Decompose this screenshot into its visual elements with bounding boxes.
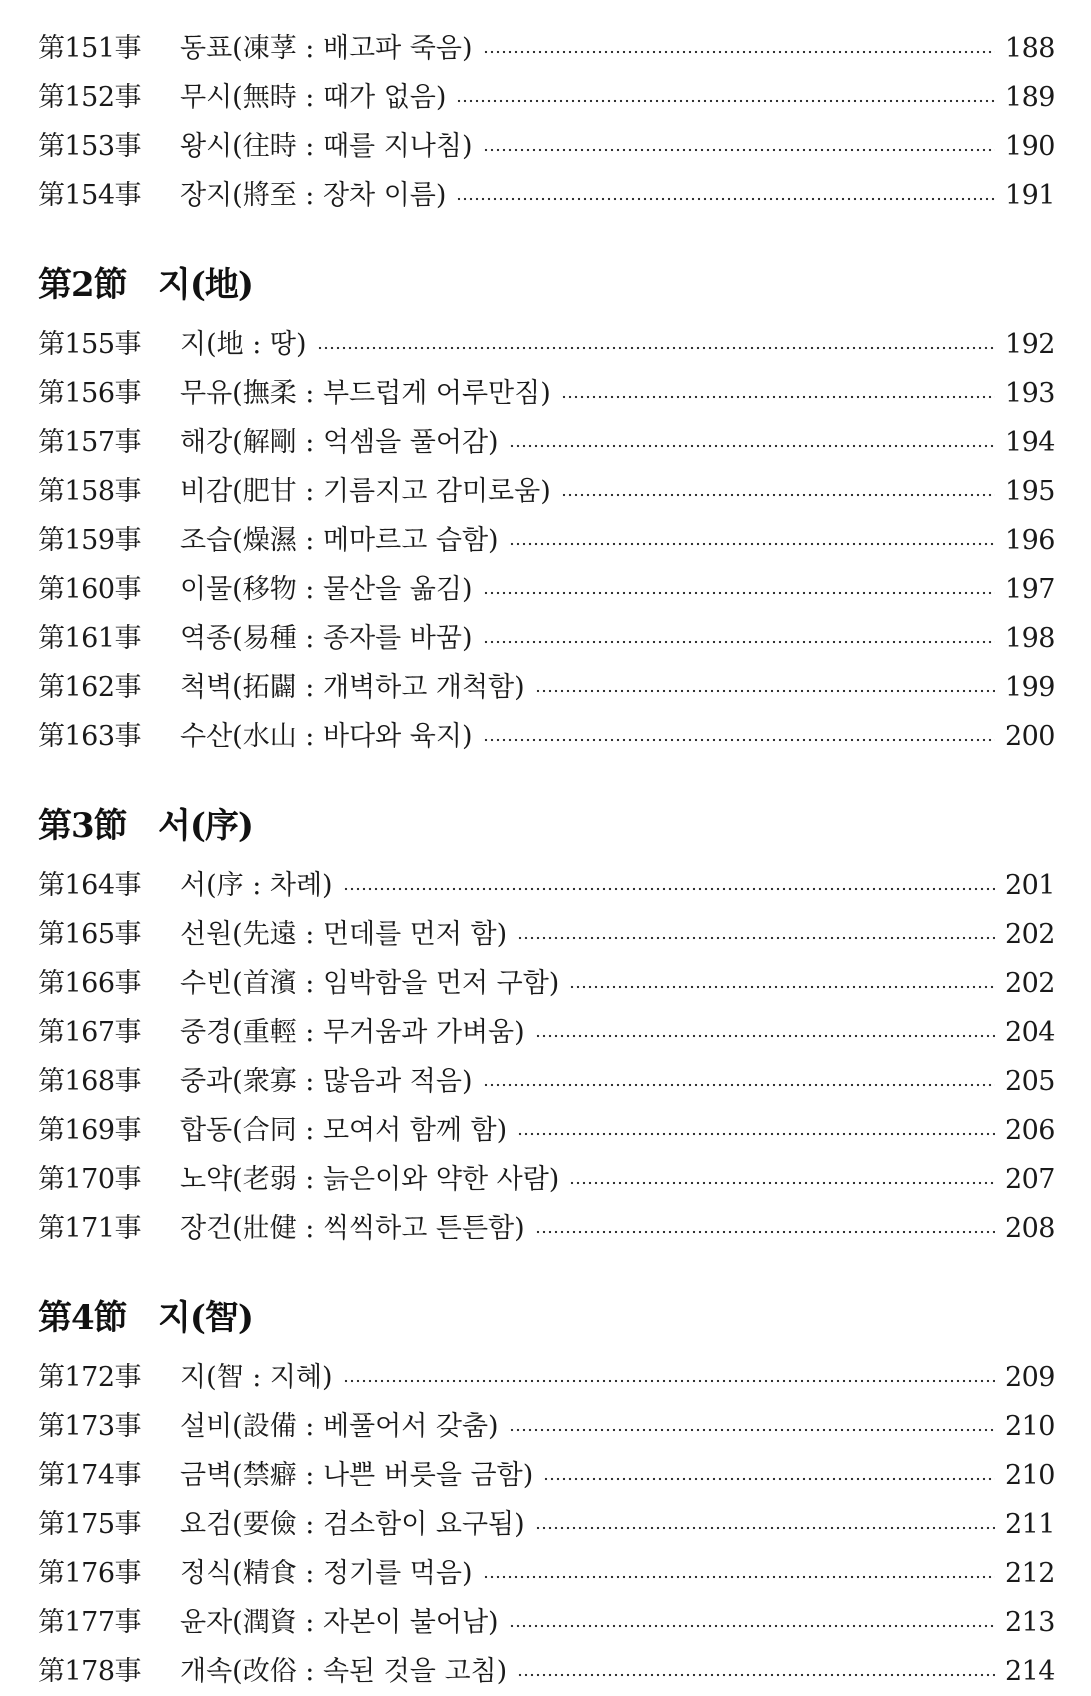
toc-section-3 [38, 799, 1055, 1253]
toc-entry[interactable] [38, 1549, 1055, 1598]
dot-leader [517, 1673, 995, 1677]
entry-title: 수빈(首濱 : 임박함을 먼저 구함) [180, 968, 560, 999]
dot-leader [535, 689, 995, 693]
entry-title: 중경(重輕 : 무거움과 가벼움) [180, 1017, 525, 1048]
dot-leader [561, 395, 995, 399]
section-number: 第4節 [38, 1298, 127, 1338]
entry-number: 第173事 [38, 1411, 142, 1442]
entry-number: 第157事 [38, 427, 142, 458]
entry-page-number: 207 [1004, 1164, 1055, 1195]
entry-number: 第164事 [38, 870, 142, 901]
toc-entry[interactable] [38, 614, 1055, 663]
entry-page-number: 193 [1004, 378, 1055, 409]
entry-title: 무유(撫柔 : 부드럽게 어루만짐) [180, 378, 551, 409]
entry-page-number: 200 [1004, 721, 1055, 752]
dot-leader [483, 591, 996, 595]
entry-page-number: 202 [1004, 968, 1055, 999]
dot-leader [561, 493, 995, 497]
toc-entry[interactable] [38, 1008, 1055, 1057]
entry-title: 서(序 : 차례) [180, 870, 333, 901]
toc-entry[interactable] [38, 1402, 1055, 1451]
entry-number: 第178事 [38, 1656, 142, 1687]
entry-number: 第153事 [38, 131, 142, 162]
entry-number: 第172事 [38, 1362, 142, 1393]
dot-leader [483, 640, 996, 644]
section-heading[interactable] [38, 799, 1055, 847]
dot-leader [535, 1034, 995, 1038]
entry-page-number: 196 [1004, 525, 1055, 556]
entry-page-number: 205 [1004, 1066, 1055, 1097]
dot-leader [509, 1428, 995, 1432]
entry-title: 동표(凍莩 : 배고파 죽음) [180, 33, 473, 64]
entry-title: 수산(水山 : 바다와 육지) [180, 721, 473, 752]
entry-title: 요검(要儉 : 검소함이 요구됨) [180, 1509, 525, 1540]
entry-title: 조습(燥濕 : 메마르고 습함) [180, 525, 499, 556]
entry-number: 第161事 [38, 623, 142, 654]
entry-title: 해강(解剛 : 억셈을 풀어감) [180, 427, 499, 458]
entry-title: 윤자(潤資 : 자본이 불어남) [180, 1607, 499, 1638]
toc-section-continued [38, 24, 1055, 220]
toc-entry[interactable] [38, 1106, 1055, 1155]
entry-number: 第176事 [38, 1558, 142, 1589]
toc-entry[interactable] [38, 1204, 1055, 1253]
entry-title: 노약(老弱 : 늙은이와 약한 사람) [180, 1164, 560, 1195]
entry-page-number: 210 [1004, 1411, 1055, 1442]
entry-page-number: 202 [1004, 919, 1055, 950]
toc-section-2 [38, 258, 1055, 761]
toc-entry[interactable] [38, 712, 1055, 761]
entry-title: 이물(移物 : 물산을 옮김) [180, 574, 473, 605]
table-of-contents [38, 24, 1055, 1696]
entry-title: 지(智 : 지혜) [180, 1362, 333, 1393]
toc-entry[interactable] [38, 1057, 1055, 1106]
dot-leader [535, 1230, 995, 1234]
entry-title: 척벽(拓闢 : 개벽하고 개척함) [180, 672, 525, 703]
entry-title: 금벽(禁癖 : 나쁜 버릇을 금함) [180, 1460, 534, 1491]
entry-title: 비감(肥甘 : 기름지고 감미로움) [180, 476, 551, 507]
dot-leader [535, 1526, 995, 1530]
entry-number: 第175事 [38, 1509, 142, 1540]
entry-number: 第169事 [38, 1115, 142, 1146]
entry-page-number: 209 [1004, 1362, 1055, 1393]
toc-entry[interactable] [38, 1353, 1055, 1402]
entry-number: 第159事 [38, 525, 142, 556]
toc-entry[interactable] [38, 959, 1055, 1008]
entry-page-number: 208 [1004, 1213, 1055, 1244]
entry-number: 第163事 [38, 721, 142, 752]
toc-section-4 [38, 1291, 1055, 1696]
section-heading[interactable] [38, 1291, 1055, 1339]
entry-number: 第166事 [38, 968, 142, 999]
entry-number: 第160事 [38, 574, 142, 605]
entry-title: 합동(合同 : 모여서 함께 함) [180, 1115, 508, 1146]
dot-leader [509, 444, 995, 448]
dot-leader [517, 936, 995, 940]
toc-entry[interactable] [38, 910, 1055, 959]
entry-page-number: 189 [1004, 82, 1055, 113]
entry-title: 장건(壯健 : 씩씩하고 튼튼함) [180, 1213, 525, 1244]
toc-entry[interactable] [38, 1598, 1055, 1647]
entry-number: 第168事 [38, 1066, 142, 1097]
dot-leader [509, 542, 995, 546]
toc-entry[interactable] [38, 122, 1055, 171]
entry-page-number: 188 [1004, 33, 1055, 64]
section-title: 지(地) [158, 265, 254, 305]
section-title: 지(智) [158, 1298, 254, 1338]
toc-entry[interactable] [38, 663, 1055, 712]
dot-leader [569, 1181, 995, 1185]
entry-title: 설비(設備 : 베풀어서 갖춤) [180, 1411, 499, 1442]
entry-page-number: 197 [1004, 574, 1055, 605]
entry-title: 역종(易種 : 종자를 바꿈) [180, 623, 473, 654]
entry-number: 第156事 [38, 378, 142, 409]
entry-number: 第177事 [38, 1607, 142, 1638]
entry-page-number: 191 [1004, 180, 1055, 211]
section-number: 第3節 [38, 806, 127, 846]
entry-page-number: 213 [1004, 1607, 1055, 1638]
entry-title: 중과(衆寡 : 많음과 적음) [180, 1066, 473, 1097]
toc-entry[interactable] [38, 1155, 1055, 1204]
entry-number: 第158事 [38, 476, 142, 507]
entry-title: 무시(無時 : 때가 없음) [180, 82, 447, 113]
entry-number: 第151事 [38, 33, 142, 64]
section-title: 서(序) [158, 806, 254, 846]
entry-page-number: 210 [1004, 1460, 1055, 1491]
entry-number: 第155事 [38, 329, 142, 360]
toc-entry[interactable] [38, 320, 1055, 369]
toc-entry[interactable] [38, 1647, 1055, 1696]
entry-page-number: 212 [1004, 1558, 1055, 1589]
dot-leader [483, 50, 996, 54]
entry-page-number: 195 [1004, 476, 1055, 507]
toc-entry[interactable] [38, 1451, 1055, 1500]
entry-title: 장지(將至 : 장차 이름) [180, 180, 447, 211]
dot-leader [456, 99, 995, 103]
dot-leader [456, 197, 995, 201]
entry-number: 第154事 [38, 180, 142, 211]
dot-leader [317, 346, 996, 350]
entry-title: 정식(精食 : 정기를 먹음) [180, 1558, 473, 1589]
dot-leader [517, 1132, 995, 1136]
section-number: 第2節 [38, 265, 127, 305]
toc-entry[interactable] [38, 418, 1055, 467]
entry-page-number: 201 [1004, 870, 1055, 901]
dot-leader [343, 887, 995, 891]
entry-number: 第170事 [38, 1164, 142, 1195]
entry-title: 왕시(往時 : 때를 지나침) [180, 131, 473, 162]
entry-number: 第165事 [38, 919, 142, 950]
toc-entry[interactable] [38, 369, 1055, 418]
dot-leader [509, 1624, 995, 1628]
section-heading[interactable] [38, 258, 1055, 306]
dot-leader [569, 985, 995, 989]
entry-page-number: 194 [1004, 427, 1055, 458]
toc-entry[interactable] [38, 1500, 1055, 1549]
toc-entry[interactable] [38, 565, 1055, 614]
entry-page-number: 198 [1004, 623, 1055, 654]
entry-title: 선원(先遠 : 먼데를 먼저 함) [180, 919, 508, 950]
dot-leader [543, 1477, 995, 1481]
toc-entry[interactable] [38, 467, 1055, 516]
entry-page-number: 204 [1004, 1017, 1055, 1048]
dot-leader [343, 1379, 995, 1383]
entry-title: 개속(改俗 : 속된 것을 고침) [180, 1656, 508, 1687]
toc-entry[interactable] [38, 861, 1055, 910]
entry-page-number: 199 [1004, 672, 1055, 703]
entry-page-number: 192 [1004, 329, 1055, 360]
entry-number: 第167事 [38, 1017, 142, 1048]
entry-number: 第152事 [38, 82, 142, 113]
entry-page-number: 211 [1004, 1509, 1055, 1540]
dot-leader [483, 148, 996, 152]
entry-number: 第162事 [38, 672, 142, 703]
entry-page-number: 214 [1004, 1656, 1055, 1687]
dot-leader [483, 1575, 996, 1579]
toc-entry[interactable] [38, 516, 1055, 565]
toc-entry[interactable] [38, 73, 1055, 122]
entry-number: 第171事 [38, 1213, 142, 1244]
dot-leader [483, 738, 996, 742]
dot-leader [483, 1083, 996, 1087]
toc-entry[interactable] [38, 171, 1055, 220]
toc-entry[interactable] [38, 24, 1055, 73]
entry-number: 第174事 [38, 1460, 142, 1491]
entry-title: 지(地 : 땅) [180, 329, 307, 360]
entry-page-number: 190 [1004, 131, 1055, 162]
entry-page-number: 206 [1004, 1115, 1055, 1146]
